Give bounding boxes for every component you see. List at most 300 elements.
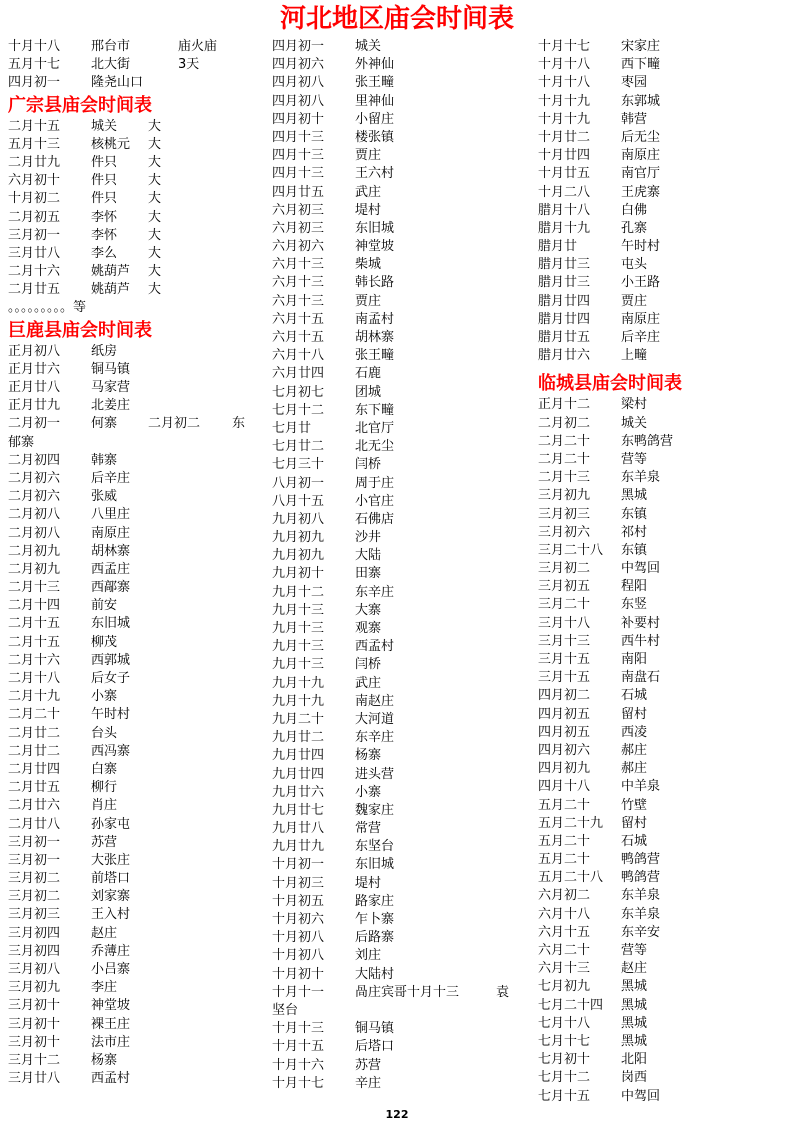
place-cell: 大陆村: [355, 966, 395, 982]
place-cell: 南孟村: [355, 311, 395, 327]
table-row: [272, 511, 526, 529]
place-cell: 武庄: [355, 184, 382, 200]
date-cell: 四月初五: [538, 706, 591, 722]
table-row: [8, 743, 262, 761]
place-cell: 神堂坡: [355, 239, 395, 255]
table-row: [538, 396, 792, 414]
table-row: [8, 1052, 262, 1070]
table-row: [538, 433, 792, 451]
date-cell: 三月十二: [8, 1052, 61, 1068]
date-cell: 腊月廿四: [538, 311, 591, 327]
column-1: [8, 38, 262, 1088]
date-cell: 六月初六: [272, 239, 325, 255]
table-row: [272, 802, 526, 820]
place-cell: 神堂坡: [91, 998, 131, 1014]
date-cell: 二月廿五: [8, 780, 61, 796]
date-cell: 七月十八: [538, 1015, 591, 1031]
date-cell: 六月初三: [272, 202, 325, 218]
place-cell: 观寨: [355, 621, 382, 636]
date-cell: 三月初二: [8, 889, 61, 905]
column-2-list-after: [272, 1020, 526, 1093]
table-row: [538, 347, 792, 365]
date-cell: 九月廿九: [272, 839, 325, 855]
place-cell: 补要村: [621, 615, 661, 631]
date-cell: 二月廿九: [8, 154, 61, 170]
date-cell: 四月初二: [538, 688, 591, 704]
date-cell: 七月十七: [538, 1033, 591, 1049]
table-row: [272, 147, 526, 165]
date-cell: 九月初八: [272, 511, 325, 527]
place-cell: 李怀: [91, 209, 118, 225]
date-cell: 二月十九: [8, 689, 61, 705]
place-cell: 王六村: [355, 166, 395, 182]
place-cell: 大陆: [355, 548, 382, 564]
place-cell: 黑城: [621, 979, 648, 995]
table-row: [8, 816, 262, 834]
place-cell: 郝庄: [621, 742, 648, 758]
table-row: [272, 311, 526, 329]
size-cell: 大: [148, 282, 162, 298]
place-cell: 纸房: [91, 343, 118, 359]
table-row: [272, 820, 526, 838]
table-row: [272, 893, 526, 911]
table-row: [8, 561, 262, 579]
date-cell: 正月十二: [538, 397, 591, 413]
size-cell: 大: [148, 118, 162, 134]
table-row: [272, 402, 526, 420]
date-cell: 六月十五: [538, 924, 591, 940]
table-row: [272, 329, 526, 347]
place-cell: 胡林寨: [91, 543, 131, 559]
date-cell: 三月初九: [8, 980, 61, 996]
place-cell: 石城: [621, 688, 648, 704]
date-cell: 三月初四: [8, 943, 61, 959]
place-cell: 后辛庄: [621, 330, 661, 345]
date-cell: 四月初九: [538, 761, 591, 777]
place-cell: 姚葫芦: [91, 282, 131, 298]
date-cell: 二月十五: [8, 118, 61, 134]
place-cell: 南原庄: [621, 148, 661, 164]
size-cell: 大: [148, 191, 162, 207]
table-row: [538, 111, 792, 129]
date-cell: 四月初六: [272, 57, 325, 73]
table-row: [538, 706, 792, 724]
place-cell: 黑城: [621, 1015, 648, 1031]
date-cell: 十月十六: [272, 1057, 325, 1073]
date-cell: 十月初五: [272, 893, 325, 909]
place-cell: 张王疃: [355, 348, 395, 364]
place-cell: 中驾回: [621, 561, 661, 577]
date-cell: 腊月廿三: [538, 257, 591, 273]
place-cell: 西冯寨: [91, 743, 131, 759]
place-cell: 马家营: [91, 380, 131, 395]
table-row: [8, 452, 262, 470]
date-cell: 腊月廿三: [538, 275, 591, 291]
column-2-wrap-continuation: [272, 1002, 526, 1020]
table-row: [538, 56, 792, 74]
table-row: [8, 118, 262, 136]
date-cell: 三月初二: [538, 561, 591, 577]
date-cell: 三月二十八: [538, 542, 604, 558]
table-row: [538, 147, 792, 165]
table-row: [538, 906, 792, 924]
date-cell: 腊月十八: [538, 202, 591, 218]
date-cell: 二月十四: [8, 598, 61, 614]
table-row: [8, 761, 262, 779]
table-row: [8, 525, 262, 543]
place-cell: 西牛村: [621, 633, 661, 649]
date-cell: 三月十三: [538, 633, 591, 649]
place-cell: 鸭鸽营: [621, 870, 661, 886]
place-cell: 辛庄: [355, 1075, 382, 1091]
place-cell: 路家庄: [355, 893, 395, 909]
table-row: [8, 852, 262, 870]
date-cell: 正月廿九: [8, 398, 61, 414]
table-row: [8, 870, 262, 888]
date-cell: 六月初三: [272, 220, 325, 236]
table-row: [272, 784, 526, 802]
table-row: [538, 578, 792, 596]
date-cell: 四月初五: [538, 724, 591, 740]
table-row: [8, 74, 262, 92]
table-row: [272, 675, 526, 693]
place-cell: 苏营: [355, 1057, 382, 1073]
date-cell: 三月初一: [8, 852, 61, 868]
date-cell: 九月廿四: [272, 748, 325, 764]
place-cell: 赵庄: [621, 961, 648, 977]
date-cell: 十月廿五: [538, 166, 591, 182]
table-row: [272, 966, 526, 984]
place-cell: 后无尘: [621, 129, 661, 145]
table-row: [272, 202, 526, 220]
table-row: [8, 615, 262, 633]
table-row: [538, 560, 792, 578]
place-cell: 赵庄: [91, 925, 118, 941]
table-row: [538, 74, 792, 92]
place-cell: 祁村: [621, 524, 648, 540]
table-row: [8, 543, 262, 561]
place-cell: 何寨: [91, 416, 118, 432]
date-cell: 二月廿六: [8, 798, 61, 814]
table-row: [538, 778, 792, 796]
place-cell: 小吕寨: [91, 962, 131, 977]
place-cell: 营等: [621, 943, 648, 958]
table-row: [8, 670, 262, 688]
place-cell: 营等: [621, 451, 648, 467]
place-cell: 东镇: [621, 542, 648, 558]
place-cell: 铜马镇: [355, 1021, 395, 1037]
place-cell: 东鸭鸽营: [621, 433, 674, 449]
date-cell: 三月初五: [538, 579, 591, 595]
place-cell: 八里庄: [91, 507, 131, 523]
date-cell: 正月初八: [8, 343, 61, 359]
place-cell: 周于庄: [355, 475, 395, 491]
date-cell: 七月初七: [272, 384, 325, 400]
date-cell: 二月初二: [538, 415, 591, 431]
date-cell: 二月二十: [538, 433, 591, 449]
table-row: [272, 729, 526, 747]
table-row: [272, 602, 526, 620]
table-row: [272, 584, 526, 602]
date-cell: 二月二十: [538, 451, 591, 467]
date-cell: 三月十五: [538, 670, 591, 686]
place-cell: 张王疃: [355, 75, 395, 91]
date-cell: 三月初一: [8, 227, 61, 243]
guangzong-list: [8, 118, 262, 300]
table-row: [8, 779, 262, 797]
date-cell: 六月初二: [538, 888, 591, 904]
table-row: [538, 797, 792, 815]
place-cell: 件只: [91, 154, 118, 170]
table-row: [538, 487, 792, 505]
place-cell: 邢台市: [91, 39, 131, 54]
table-row: [8, 597, 262, 615]
table-row: [272, 856, 526, 874]
place-cell: 张威: [91, 489, 118, 505]
date-cell: 二月十六: [8, 264, 61, 280]
date-cell: 六月廿四: [272, 366, 325, 382]
table-row: [8, 488, 262, 506]
table-row: [8, 834, 262, 852]
table-row: [272, 165, 526, 183]
place-cell: 台头: [91, 725, 118, 741]
table-row: [538, 238, 792, 256]
table-row: [272, 838, 526, 856]
date-cell: 五月二十: [538, 852, 591, 868]
date-cell: 七月十二: [272, 402, 325, 418]
date-cell: 六月十三: [272, 293, 325, 309]
place-cell: 东坚台: [355, 839, 395, 855]
date-cell: 六月十八: [272, 348, 325, 364]
place-cell: 南原庄: [91, 525, 131, 541]
table-row: [8, 361, 262, 379]
place-cell: 柳行: [91, 780, 118, 796]
place-cell: 东羊泉: [621, 470, 661, 486]
julu-wrap-continuation: [8, 434, 262, 452]
date-cell: 七月十五: [538, 1088, 591, 1104]
table-row: [538, 887, 792, 905]
date-cell: 七月初九: [538, 979, 591, 995]
date-cell: 四月十三: [272, 129, 325, 145]
place-cell: 魏家庄: [355, 802, 395, 818]
table-row: [538, 469, 792, 487]
place-cell: 北阳: [621, 1052, 648, 1068]
place-cell: 郁寨: [8, 434, 35, 450]
column-2-list-before: [272, 38, 526, 984]
place-cell: 孙家屯: [91, 816, 131, 832]
date-cell: 十月廿四: [538, 148, 591, 164]
place-cell: 贾庄: [355, 293, 382, 309]
date-cell: 十月十五: [272, 1039, 325, 1055]
place-cell: 竹壁: [621, 797, 648, 813]
place-cell: 后塔口: [355, 1039, 395, 1055]
date-cell: 七月廿二: [272, 439, 325, 455]
size-cell: 大: [148, 227, 162, 243]
size-cell: 大: [148, 245, 162, 261]
place-cell: 杨寨: [91, 1052, 118, 1068]
table-row: [538, 220, 792, 238]
place-cell: 团城: [355, 384, 382, 400]
place-cell: 后辛庄: [91, 470, 131, 486]
table-row: [272, 693, 526, 711]
table-row: [8, 997, 262, 1015]
table-row: [272, 184, 526, 202]
date-cell: 三月初六: [538, 524, 591, 540]
date-cell: 二月初六: [8, 489, 61, 505]
date-cell: 四月初十: [272, 111, 325, 127]
place-cell: 后女子: [91, 671, 131, 686]
table-row: [538, 1033, 792, 1051]
place-cell: 东竖: [621, 597, 648, 613]
table-row: [8, 634, 262, 652]
date-cell: 二月十三: [538, 470, 591, 486]
date-cell: 九月廿六: [272, 784, 325, 800]
date-cell: 十月廿二: [538, 129, 591, 145]
table-row: [538, 129, 792, 147]
table-row: [272, 565, 526, 583]
table-row: [538, 274, 792, 292]
column-3-list: [538, 38, 792, 365]
table-row: [8, 506, 262, 524]
place-cell: 东镇: [621, 506, 648, 522]
date-cell: 三月初十: [8, 998, 61, 1014]
place-cell: 西凌: [621, 724, 648, 740]
date-cell: 八月十五: [272, 493, 325, 509]
place-cell: 白佛: [621, 202, 648, 218]
date-cell: 五月二十九: [538, 815, 604, 831]
table-row: [8, 906, 262, 924]
place-cell: 小寨: [355, 784, 382, 800]
date-cell: 九月十九: [272, 675, 325, 691]
place-cell: 石鹿: [355, 366, 382, 382]
place-cell: 乔薄庄: [91, 943, 131, 959]
place-cell: 韩长路: [355, 275, 395, 291]
date-cell: 十月二八: [538, 184, 591, 200]
place-cell: 东辛安: [621, 924, 661, 940]
column-3: [538, 38, 792, 1106]
date-cell: 六月十八: [538, 906, 591, 922]
place-cell: 闫桥: [355, 457, 382, 473]
date-cell: 七月廿: [272, 420, 312, 436]
date-cell: 二月廿四: [8, 761, 61, 777]
table-row: [538, 615, 792, 633]
size-cell: 大: [148, 209, 162, 225]
date-cell: 二月初九: [8, 561, 61, 577]
table-row: [538, 1051, 792, 1069]
date-cell: 九月廿七: [272, 802, 325, 818]
place-cell: 闫桥: [355, 657, 382, 673]
date-cell: 腊月廿: [538, 239, 578, 255]
date-cell: 六月十三: [538, 961, 591, 977]
place-cell: 岗西: [621, 1070, 648, 1086]
date-cell: 二月十三: [8, 580, 61, 596]
date-cell: 九月二十: [272, 711, 325, 727]
table-row: [538, 256, 792, 274]
date-cell: 三月十五: [538, 652, 591, 667]
date-cell: 九月十三: [272, 639, 325, 655]
date-cell: 十月十七: [538, 39, 591, 54]
place-cell: 南官厅: [621, 166, 661, 182]
table-row: [272, 1020, 526, 1038]
place-cell: 大河道: [355, 711, 395, 727]
place-cell: 李怀: [91, 227, 118, 243]
intro-list: [8, 38, 262, 93]
place-cell: 堤村: [355, 875, 382, 891]
place-cell: 留村: [621, 706, 648, 722]
place-cell: 东旧城: [91, 616, 131, 632]
date-cell: 腊月廿五: [538, 330, 591, 345]
place-cell: 咼庄宾哥十月十三: [355, 984, 460, 1000]
place-cell: 胡林寨: [355, 330, 395, 345]
size-cell: 大: [148, 154, 162, 170]
table-row: [272, 111, 526, 129]
place-cell: 城关: [621, 415, 648, 431]
date-cell: 九月十三: [272, 602, 325, 618]
place-cell: 白寨: [91, 761, 118, 777]
table-row: [538, 651, 792, 669]
date-cell: 正月廿八: [8, 380, 61, 395]
table-row: [272, 74, 526, 92]
table-row: [8, 172, 262, 190]
table-row: [8, 227, 262, 245]
table-row: [538, 329, 792, 347]
table-row: [538, 415, 792, 433]
date-cell: 十月十七: [272, 1075, 325, 1091]
place-cell: 前安: [91, 598, 118, 614]
place-cell: 西郭城: [91, 652, 131, 668]
table-row: [538, 1088, 792, 1106]
date-cell: 二月初四: [8, 452, 61, 468]
place-cell: 东旧城: [355, 220, 395, 236]
table-row: [272, 1075, 526, 1093]
place-cell: 上疃: [621, 348, 648, 364]
date-cell: 九月十三: [272, 657, 325, 673]
place-cell: 李么: [91, 245, 118, 261]
date-cell: 四月初一: [272, 39, 325, 54]
place-cell: 苏营: [91, 834, 118, 850]
place-cell: 程阳: [621, 579, 648, 595]
date-cell: 三月十八: [538, 615, 591, 631]
date-cell: 九月廿四: [272, 766, 325, 782]
date-cell: 五月二十: [538, 797, 591, 813]
ellipsis-row: [8, 299, 262, 317]
table-row: [538, 1069, 792, 1087]
table-row: [272, 911, 526, 929]
table-row: [538, 451, 792, 469]
size-cell: 大: [148, 264, 162, 280]
date-cell: 二月十八: [8, 671, 61, 686]
table-row: [8, 1016, 262, 1034]
date-cell: 六月十五: [272, 311, 325, 327]
date-cell: 四月十三: [272, 148, 325, 164]
place-cell: 东辛庄: [355, 730, 395, 746]
table-row: [8, 888, 262, 906]
date-cell: 十月初六: [272, 912, 325, 927]
lincheng-heading: 临城县庙会时间表: [538, 373, 682, 395]
date-cell: 六月十五: [272, 330, 325, 345]
table-row: [538, 524, 792, 542]
date-cell: 九月廿二: [272, 730, 325, 746]
date-cell: 二月初八: [8, 525, 61, 541]
date-cell: 二月十六: [8, 652, 61, 668]
table-row: [272, 456, 526, 474]
date-cell: 十月初三: [272, 875, 325, 891]
date-cell: 六月十三: [272, 275, 325, 291]
place-cell: 袁: [496, 984, 510, 1000]
place-cell: 刘家寨: [91, 889, 131, 905]
place-cell: 西孟村: [91, 1071, 131, 1087]
place-cell: 石城: [621, 833, 648, 849]
